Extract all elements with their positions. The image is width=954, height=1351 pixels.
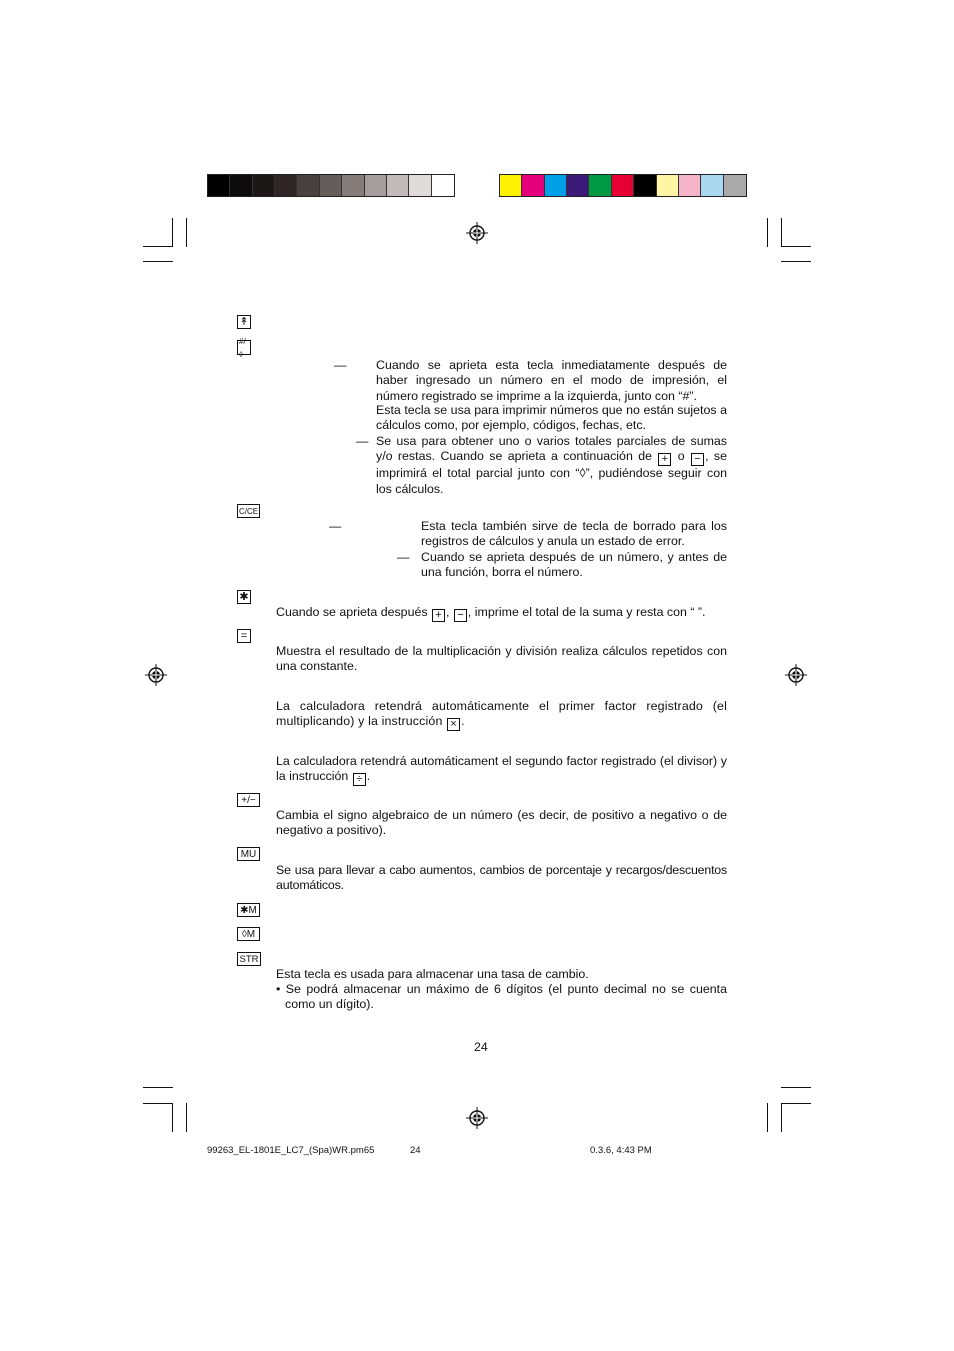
bullet-dash: — [329, 519, 342, 533]
equals-text-3a: La calculadora retendrá automáticament el segundo factor registrado (el divisor) y la instrucción [276, 754, 727, 784]
grayscale-swatch [432, 175, 454, 196]
subtotal-text-c: , se imprimirá el total parcial junto con “◊”, pudiéndose seguir con los cálculos. [376, 449, 727, 496]
crop-mark [781, 1103, 782, 1132]
grayscale-swatch [230, 175, 252, 196]
registration-mark-icon [466, 1107, 488, 1129]
crop-mark [143, 1103, 173, 1104]
color-swatch [612, 175, 634, 196]
color-swatch [634, 175, 656, 196]
crop-mark [767, 218, 768, 247]
process-color-bar [499, 174, 747, 197]
bullet-dash: — [334, 358, 347, 372]
minus-key-icon: − [691, 453, 704, 466]
markup-paragraph: Se usa para llevar a cabo aumentos, cambios de porcentaje y recargos/descuentos automáticos. [276, 863, 727, 893]
bullet-dash: — [397, 550, 410, 564]
multiply-key-icon: × [447, 718, 460, 731]
footer-filename: 99263_EL-1801E_LC7_(Spa)WR.pm65 [207, 1145, 375, 1156]
paper-feed-key-icon: ↟ [237, 315, 251, 329]
memory-subtotal-key-icon: ◊M [237, 927, 260, 941]
registration-mark-icon [785, 664, 807, 686]
subtotal-text-a: Se usa para obtener uno o varios totales parciales de sumas y/o restas. Cuando se aprieta a continuación de [376, 434, 727, 464]
crop-mark [767, 1103, 768, 1132]
total-text-b: , [446, 605, 450, 619]
store-paragraph-1: Esta tecla es usada para almacenar una tasa de cambio. [276, 967, 589, 981]
crop-mark [143, 246, 173, 247]
total-key-icon: ✱ [237, 590, 251, 604]
equals-paragraph-1: Muestra el resultado de la multiplicación y división realiza cálculos repetidos con una constante. [276, 644, 727, 674]
plus-key-icon: + [432, 609, 445, 622]
color-swatch [657, 175, 679, 196]
grayscale-swatch [387, 175, 409, 196]
bullet-dash: — [356, 434, 369, 448]
non-add-paragraph-1: Cuando se aprieta esta tecla inmediatamente después de haber ingresado un número en el modo de impresión, el número registrado se imprime a la izquierda, junto con “#”. [376, 358, 727, 403]
grayscale-bar [207, 174, 455, 197]
crop-mark [143, 261, 173, 262]
crop-mark [781, 1103, 811, 1104]
color-swatch [701, 175, 723, 196]
subtotal-paragraph [376, 434, 727, 497]
registration-mark-icon [145, 664, 167, 686]
footer-timestamp: 0.3.6, 4:43 PM [590, 1145, 652, 1156]
crop-mark [143, 1087, 173, 1088]
grayscale-swatch [365, 175, 387, 196]
crop-mark [781, 246, 811, 247]
color-swatch [679, 175, 701, 196]
grayscale-swatch [253, 175, 275, 196]
color-swatch [500, 175, 522, 196]
crop-mark [781, 1087, 811, 1088]
divide-key-icon: ÷ [353, 773, 366, 786]
clear-entry-key-icon: C/CE [237, 504, 260, 518]
equals-paragraph-2 [276, 699, 727, 731]
footer-page: 24 [410, 1145, 421, 1156]
non-add-subtotal-key-icon: #/◊ [237, 340, 251, 355]
grayscale-swatch [275, 175, 297, 196]
equals-text-2a: La calculadora retendrá automáticamente el primer factor registrado (el multiplicando) y la instrucción [276, 699, 727, 729]
color-swatch [522, 175, 544, 196]
equals-text-2b: . [461, 714, 465, 729]
crop-mark [186, 1103, 187, 1132]
clear-entry-paragraph-2: Cuando se aprieta después de un número, y antes de una función, borra el número. [421, 550, 727, 580]
total-text-c: , imprime el total de la suma y resta con “ ”. [467, 605, 706, 619]
crop-mark [781, 218, 782, 247]
registration-mark-icon [466, 222, 488, 244]
subtotal-text-b: o [677, 449, 685, 464]
equals-text-3b: . [366, 769, 371, 784]
color-swatch [545, 175, 567, 196]
crop-mark [172, 1103, 173, 1132]
color-swatch [567, 175, 589, 196]
grayscale-swatch [208, 175, 230, 196]
minus-key-icon: − [454, 609, 467, 622]
memory-total-key-icon: ✱M [237, 903, 260, 917]
grayscale-swatch [342, 175, 364, 196]
total-text-a: Cuando se aprieta después [276, 605, 428, 619]
crop-mark [172, 218, 173, 247]
grayscale-swatch [320, 175, 342, 196]
change-sign-paragraph: Cambia el signo algebraico de un número (es decir, de positivo a negativo o de negativo a positivo). [276, 808, 727, 838]
store-key-icon: STR [237, 952, 261, 966]
crop-mark [781, 261, 811, 262]
store-paragraph-2: • Se podrá almacenar un máximo de 6 dígitos (el punto decimal no se cuenta como un dígito). [276, 982, 727, 1012]
total-paragraph [276, 605, 727, 622]
clear-entry-paragraph-1: Esta tecla también sirve de tecla de borrado para los registros de cálculos y anula un estado de error. [421, 519, 727, 549]
plus-key-icon: + [658, 453, 671, 466]
grayscale-swatch [409, 175, 431, 196]
grayscale-swatch [297, 175, 319, 196]
change-sign-key-icon: +/− [237, 793, 260, 807]
page-number: 24 [474, 1040, 488, 1054]
crop-mark [186, 218, 187, 247]
non-add-paragraph-2: Esta tecla se usa para imprimir números que no están sujetos a cálculos como, por ejemplo, códigos, fechas, etc. [376, 403, 727, 433]
color-swatch [724, 175, 746, 196]
equals-key-icon: = [237, 629, 251, 643]
markup-key-icon: MU [237, 847, 260, 861]
color-swatch [589, 175, 611, 196]
equals-paragraph-3 [276, 754, 727, 786]
